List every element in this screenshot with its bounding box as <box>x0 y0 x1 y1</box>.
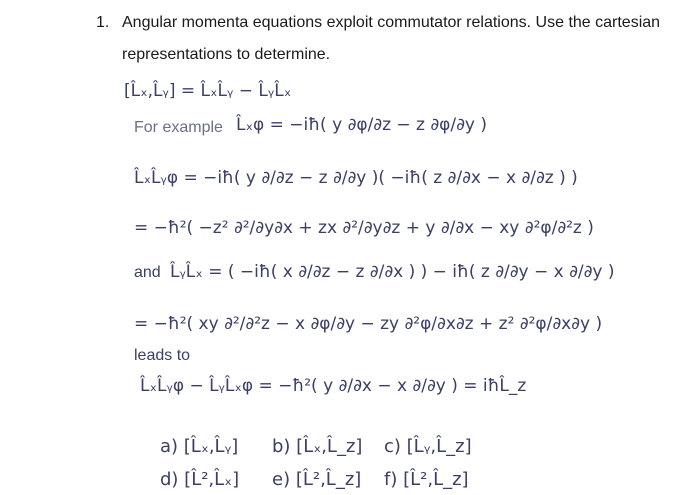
problem-number: 1. <box>96 14 110 31</box>
leads-to-label: leads to <box>134 347 191 364</box>
and-label: and <box>134 264 161 281</box>
answer-b: b) [L̂ₓ,L̂_z] <box>272 436 363 457</box>
answer-c: c) [L̂ᵧ,L̂_z] <box>384 436 472 457</box>
example-label: For example <box>134 119 223 136</box>
answer-d: d) [L̂²,L̂ₓ] <box>160 469 240 490</box>
answer-a: a) [L̂ₓ,L̂ᵧ] <box>160 436 239 457</box>
example-equation: L̂ₓφ = −iħ( y ∂φ/∂z − z ∂φ/∂y ) <box>236 115 488 135</box>
lylx-equation: L̂ᵧL̂ₓ = ( −iħ( x ∂/∂z − z ∂/∂x ) ) − iħ( z ∂/∂y − x ∂/∂y ) <box>170 262 615 282</box>
commutator-definition: [L̂ₓ,L̂ᵧ] = L̂ₓL̂ᵧ − L̂ᵧL̂ₓ <box>124 81 292 101</box>
problem-intro-line1: Angular momenta equations exploit commutator relations. Use the cartesian <box>122 14 661 31</box>
problem-intro-line2: representations to determine. <box>122 46 331 63</box>
result-equation: L̂ₓL̂ᵧφ − L̂ᵧL̂ₓφ = −ħ²( y ∂/∂x − x ∂/∂y ) = iħL̂_z <box>140 376 527 396</box>
expansion-2: = −ħ²( xy ∂²/∂²z − x ∂φ/∂y − zy ∂²φ/∂x∂z + z² ∂²φ/∂x∂y ) <box>134 314 603 334</box>
answer-f: f) [L̂²,L̂_z] <box>384 469 469 490</box>
lxly-phi-equation: L̂ₓL̂ᵧφ = −iħ( y ∂/∂z − z ∂/∂y )( −iħ( z ∂/∂x − x ∂/∂z ) ) <box>134 168 578 188</box>
answer-e: e) [L̂²,L̂_z] <box>272 469 362 490</box>
expansion-1: = −ħ²( −z² ∂²/∂y∂x + zx ∂²/∂y∂z + y ∂/∂x − xy ∂²φ/∂²z ) <box>134 218 594 238</box>
